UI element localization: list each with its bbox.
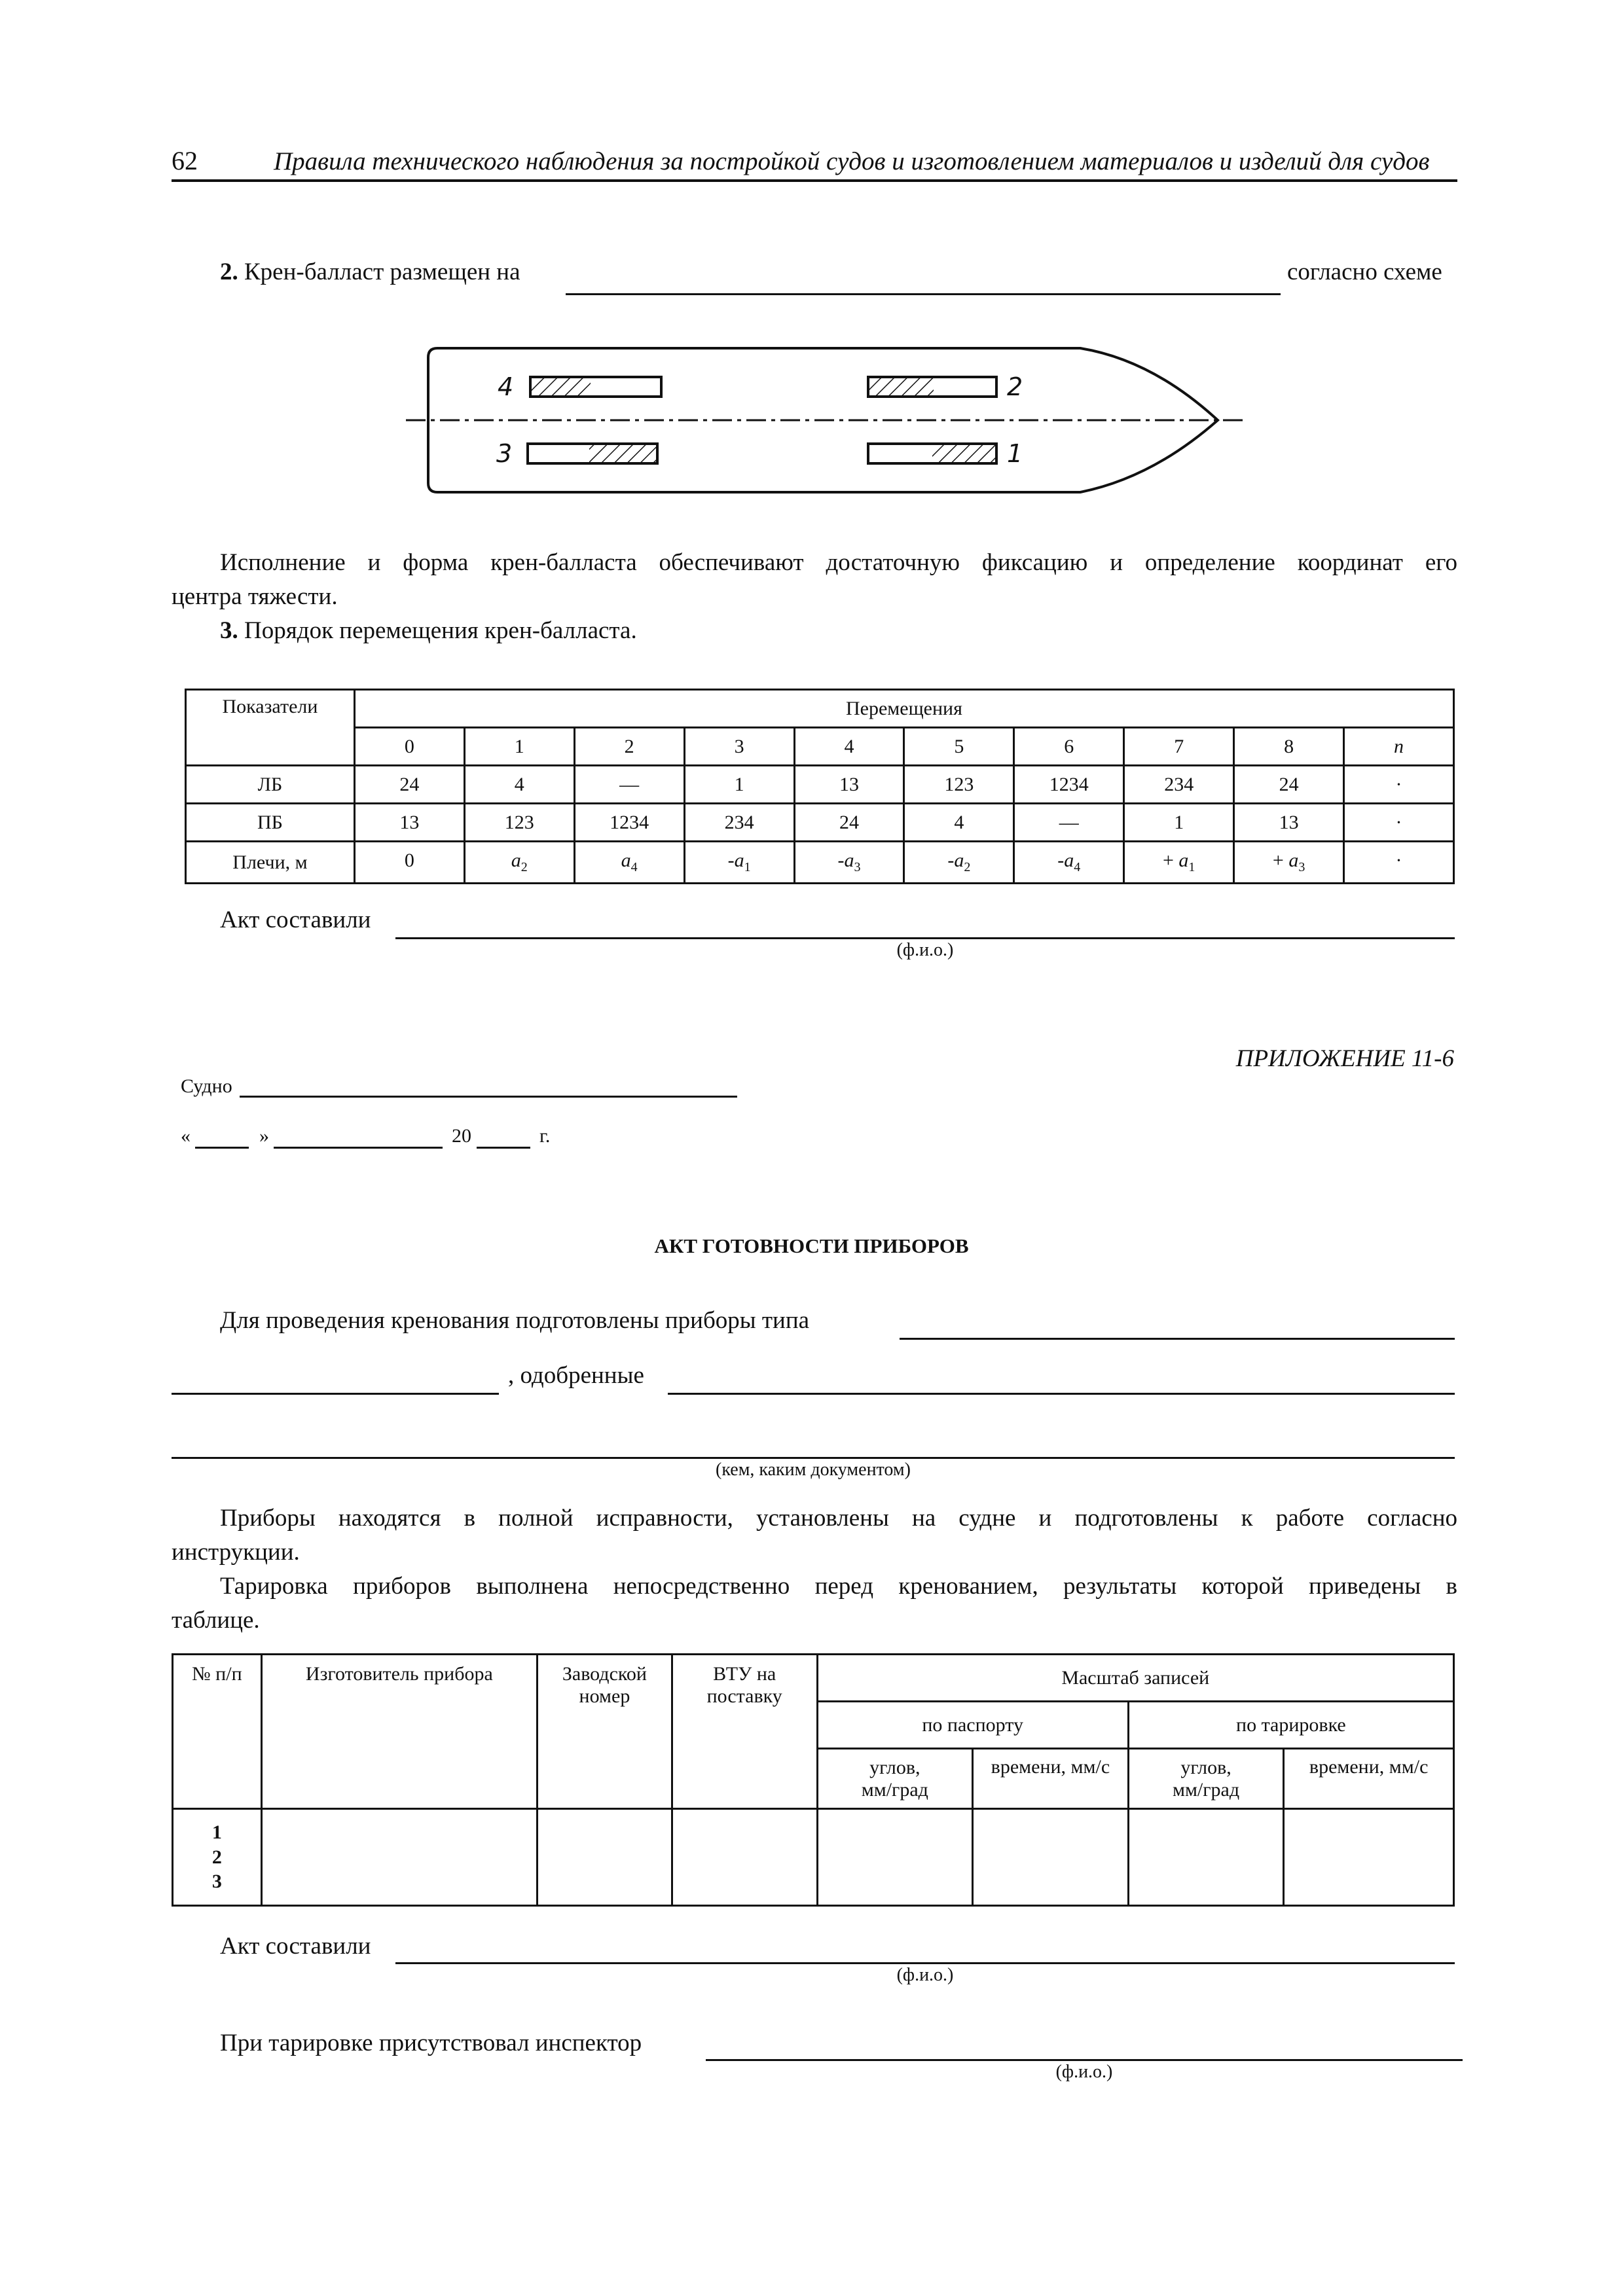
arm-cell	[354, 842, 464, 884]
arm-index: 4	[1074, 860, 1081, 874]
row-number-2: 2	[211, 1846, 222, 1868]
fixation-paragraph-line2: центра тяжести.	[172, 583, 338, 610]
act-title: АКТ ГОТОВНОСТИ ПРИБОРОВ	[654, 1234, 969, 1257]
moves-column-number: 1	[464, 728, 574, 766]
move-cell: 13	[794, 766, 904, 804]
moves-column-number: n	[1344, 728, 1454, 766]
calibration-angles-line2: мм/град	[1172, 1778, 1240, 1801]
move-cell: —	[1014, 804, 1124, 842]
arm-sign: +	[1162, 850, 1179, 871]
moves-column-number: 6	[1014, 728, 1124, 766]
move-cell: —	[574, 766, 684, 804]
arm-symbol: 0	[404, 850, 414, 871]
vtu-cell[interactable]	[672, 1809, 817, 1906]
moves-column-numbers	[186, 728, 1454, 766]
vessel-field[interactable]	[240, 1096, 737, 1098]
arm-sign: +	[1272, 850, 1289, 871]
date-close-quote: »	[259, 1125, 269, 1147]
table-row	[186, 842, 1454, 884]
move-cell: 4	[904, 804, 1014, 842]
move-cell: 13	[354, 804, 464, 842]
instrument-type-continued-field[interactable]	[172, 1393, 499, 1395]
serviceability-line1: Приборы находятся в полной исправности, установлены на судне и подготовлены к работе согласно	[220, 1505, 1457, 1532]
header-rule	[172, 179, 1457, 182]
section3-heading	[220, 617, 637, 645]
row-number-1: 1	[211, 1821, 222, 1844]
calibration-line2: таблице.	[172, 1607, 260, 1634]
act2-names-field[interactable]	[395, 1962, 1455, 1964]
section2-tail: согласно схеме	[1287, 259, 1442, 285]
row-numbers-cell	[173, 1809, 262, 1906]
move-cell: 1	[684, 766, 794, 804]
serviceability-line2: инструкции.	[172, 1539, 300, 1566]
approved-by-field[interactable]	[668, 1393, 1455, 1395]
arm-cell	[1124, 842, 1234, 884]
arm-symbol: a	[511, 850, 521, 871]
page-number: 62	[172, 146, 198, 175]
col-serial-line2: номер	[579, 1685, 630, 1707]
arm-symbol: a	[1288, 850, 1299, 871]
inspector-label: При тарировке присутствовал инспектор	[220, 2030, 642, 2056]
arm-symbol: a	[954, 850, 964, 871]
date-month-field[interactable]	[274, 1147, 443, 1149]
fixation-paragraph-line1: Исполнение и форма крен-балласта обеспечивают достаточную фиксацию и определение координат его	[220, 549, 1457, 576]
col-vtu-line2: поставку	[706, 1685, 782, 1707]
col-vtu-header	[672, 1655, 817, 1809]
scheme-label-3: 3	[496, 439, 513, 468]
move-cell: 13	[1234, 804, 1344, 842]
moves-column-number: 7	[1124, 728, 1234, 766]
header-indicators: Показатели	[186, 690, 355, 766]
arm-index: 4	[630, 860, 638, 874]
header-moves: Перемещения	[354, 690, 1453, 728]
col-passport-header: по паспорту	[817, 1702, 1128, 1749]
arm-cell	[1014, 842, 1124, 884]
ballast-moves-table	[185, 689, 1455, 884]
row-label: Плечи, м	[186, 842, 355, 884]
calibration-time-header: времени, мм/с	[1284, 1749, 1454, 1809]
arm-sign: -	[837, 850, 845, 871]
arm-index: 2	[964, 860, 971, 874]
passport-time-header: времени, мм/с	[973, 1749, 1129, 1809]
passport-time-cell[interactable]	[973, 1809, 1129, 1906]
arm-index: 1	[1188, 860, 1195, 874]
arm-index: 1	[744, 860, 751, 874]
arm-symbol: ·	[1395, 850, 1402, 871]
table-row	[186, 804, 1454, 842]
date-year-suffix: г.	[539, 1125, 551, 1147]
move-cell: 123	[904, 766, 1014, 804]
arm-index: 3	[1298, 860, 1305, 874]
passport-angles-cell[interactable]	[817, 1809, 973, 1906]
ship-ballast-scheme	[399, 340, 1250, 504]
col-no-header: № п/п	[173, 1655, 262, 1809]
act1-label: Акт составили	[220, 906, 371, 933]
appendix-label: ПРИЛОЖЕНИЕ 11-6	[1235, 1045, 1454, 1072]
date-year-field[interactable]	[477, 1147, 530, 1149]
table-row	[173, 1809, 1454, 1906]
move-cell: 1234	[574, 804, 684, 842]
arm-symbol: a	[1064, 850, 1074, 871]
approval-document-caption: (кем, каким документом)	[716, 1460, 911, 1480]
move-cell: 24	[794, 804, 904, 842]
ballast-location-field[interactable]	[566, 293, 1281, 295]
maker-cell[interactable]	[261, 1809, 537, 1906]
col-vtu-line1: ВТУ на	[713, 1663, 776, 1685]
col-maker-header: Изготовитель прибора	[261, 1655, 537, 1809]
col-serial-line1: Заводской	[562, 1663, 647, 1685]
moves-column-number: 3	[684, 728, 794, 766]
arm-symbol: a	[1178, 850, 1189, 871]
row-number-3: 3	[211, 1871, 222, 1893]
moves-column-number: 0	[354, 728, 464, 766]
arm-symbol: a	[844, 850, 854, 871]
arm-index: 3	[854, 860, 861, 874]
col-calibration-header: по тарировке	[1128, 1702, 1453, 1749]
act2-label: Акт составили	[220, 1933, 371, 1960]
approval-document-field[interactable]	[172, 1457, 1455, 1459]
move-cell: 123	[464, 804, 574, 842]
arm-symbol: a	[621, 850, 631, 871]
instruments-line1: Для проведения кренования подготовлены приборы типа	[220, 1307, 810, 1334]
arm-index: 2	[520, 860, 528, 874]
move-cell: 234	[684, 804, 794, 842]
instruments-approved: , одобренные	[508, 1362, 644, 1389]
move-cell: 4	[464, 766, 574, 804]
arm-cell	[794, 842, 904, 884]
calibration-line1: Тарировка приборов выполнена непосредственно перед кренованием, результаты которой приведены в	[220, 1573, 1457, 1600]
calibration-angles-line1: углов,	[1180, 1756, 1231, 1778]
moves-column-number: 5	[904, 728, 1014, 766]
row-label: ПБ	[186, 804, 355, 842]
col-serial-header	[538, 1655, 672, 1809]
passport-angles-line2: мм/град	[861, 1778, 928, 1801]
ballast-block-2	[868, 377, 996, 397]
calibration-time-cell[interactable]	[1284, 1809, 1454, 1906]
act2-caption: (ф.и.о.)	[896, 1965, 954, 1985]
move-cell: 1	[1124, 804, 1234, 842]
calibration-angles-cell[interactable]	[1128, 1809, 1284, 1906]
moves-column-number: 2	[574, 728, 684, 766]
arm-sign: -	[1057, 850, 1065, 871]
act1-caption: (ф.и.о.)	[896, 940, 954, 960]
section2-number: 2.	[220, 259, 238, 285]
move-cell: ·	[1344, 804, 1454, 842]
scheme-label-4: 4	[498, 372, 514, 401]
ballast-block-1	[868, 444, 996, 463]
move-cell: 24	[1234, 766, 1344, 804]
table-row	[186, 766, 1454, 804]
inspector-caption: (ф.и.о.)	[1055, 2062, 1113, 2082]
inspector-name-field[interactable]	[706, 2059, 1463, 2061]
serial-cell[interactable]	[538, 1809, 672, 1906]
move-cell: 24	[354, 766, 464, 804]
ballast-block-3	[528, 444, 657, 463]
scheme-label-1: 1	[1007, 439, 1023, 468]
col-scale-header: Масштаб записей	[817, 1655, 1453, 1702]
calibration-angles-header	[1128, 1749, 1284, 1809]
arm-cell	[1344, 842, 1454, 884]
arm-cell	[574, 842, 684, 884]
calibration-table	[172, 1653, 1455, 1907]
date-open-quote: «	[181, 1125, 191, 1147]
arm-sign: -	[727, 850, 735, 871]
scheme-label-2: 2	[1007, 372, 1023, 401]
vessel-label: Судно	[181, 1075, 232, 1097]
arm-symbol: a	[734, 850, 744, 871]
moves-column-number: 8	[1234, 728, 1344, 766]
move-cell: ·	[1344, 766, 1454, 804]
arm-cell	[1234, 842, 1344, 884]
section2-lead	[220, 258, 520, 287]
date-year-prefix: 20	[452, 1125, 471, 1147]
section2-lead-text: Крен-балласт размещен на	[244, 259, 520, 285]
arm-cell	[684, 842, 794, 884]
move-cell: 234	[1124, 766, 1234, 804]
moves-column-number: 4	[794, 728, 904, 766]
date-day-field[interactable]	[195, 1147, 249, 1149]
act1-names-field[interactable]	[395, 937, 1455, 939]
arm-cell	[904, 842, 1014, 884]
passport-angles-header	[817, 1749, 973, 1809]
section3-text: Порядок перемещения крен-балласта.	[244, 617, 637, 644]
arm-sign: -	[947, 850, 955, 871]
instrument-type-field[interactable]	[900, 1338, 1455, 1340]
section3-number: 3.	[220, 617, 238, 644]
row-label: ЛБ	[186, 766, 355, 804]
ballast-block-4	[530, 377, 661, 397]
passport-angles-line1: углов,	[869, 1756, 921, 1778]
arm-cell	[464, 842, 574, 884]
move-cell: 1234	[1014, 766, 1124, 804]
running-title: Правила технического наблюдения за постройкой судов и изготовлением материалов и изделий для судов	[274, 147, 1430, 175]
